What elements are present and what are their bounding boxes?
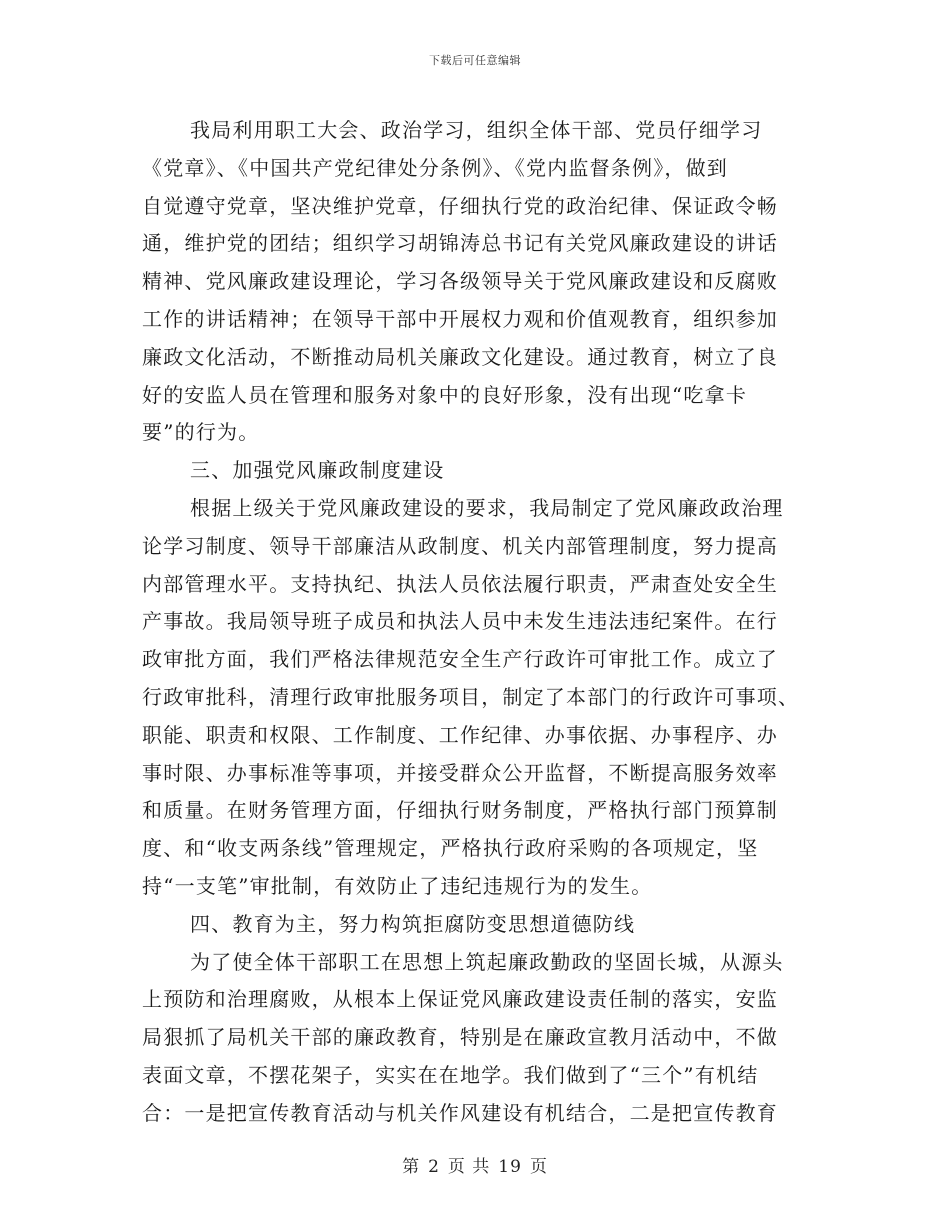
text-line: 事时限、办事标准等事项，并接受群众公开监督，不断提高服务效率 (142, 760, 778, 785)
text-line: 要”的行为。 (142, 420, 260, 445)
text-line: 合：一是把宣传教育活动与机关作风建设有机结合，二是把宣传教育 (142, 1100, 778, 1125)
footer-prefix: 第 (402, 1157, 421, 1177)
footer-page-number: 2 (428, 1157, 440, 1177)
text-line: 廉政文化活动，不断推动局机关廉政文化建设。通过教育，树立了良 (142, 344, 778, 369)
text-line: 产事故。我局领导班子成员和执法人员中未发生违法违纪案件。在行 (142, 609, 778, 634)
footer-total-pages: 19 (498, 1157, 522, 1177)
text-line: 我局利用职工大会、政治学习，组织全体干部、党员仔细学习 (190, 118, 763, 142)
text-line: 行政审批科，清理行政审批服务项目，制定了本部门的行政许可事项、 (142, 684, 800, 709)
text-line: 内部管理水平。支持执纪、执法人员依法履行职责，严肃查处安全生 (142, 571, 778, 596)
footer-middle: 页 共 (447, 1157, 491, 1177)
text-line: 通，维护党的团结；组织学习胡锦涛总书记有关党风廉政建设的讲话 (142, 231, 778, 256)
text-line: 自觉遵守党章，坚决维护党章，仔细执行党的政治纪律、保证政令畅 (142, 193, 778, 218)
text-line: 局狠抓了局机关干部的廉政教育，特别是在廉政宣教月活动中，不做 (142, 1025, 778, 1050)
text-line: 《党章》、《中国共产党纪律处分条例》、《党内监督条例》，做到 (142, 155, 728, 180)
text-line: 持“一支笔”审批制，有效防止了违纪违规行为的发生。 (142, 873, 653, 898)
document-body (142, 112, 810, 1133)
text-line: 四、教育为主，努力构筑拒腐防变思想道德防线 (190, 911, 636, 936)
text-line: 工作的讲话精神；在领导干部中开展权力观和价值观教育，组织参加 (142, 306, 778, 331)
footer-suffix: 页 (529, 1157, 548, 1177)
text-line: 政审批方面，我们严格法律规范安全生产行政许可审批工作。成立了 (142, 647, 778, 672)
page-header-note: 下载后可任意编辑 (429, 54, 521, 67)
page-footer (0, 1152, 950, 1177)
text-line: 三、加强党风廉政制度建设 (190, 458, 445, 483)
text-line: 度、和“收支两条线”管理规定，严格执行政府采购的各项规定，坚 (142, 836, 759, 861)
text-line: 论学习制度、领导干部廉洁从政制度、机关内部管理制度，努力提高 (142, 533, 778, 558)
text-line: 和质量。在财务管理方面，仔细执行财务制度，严格执行部门预算制 (142, 798, 778, 823)
text-line: 好的安监人员在管理和服务对象中的良好形象，没有出现“吃拿卡 (142, 382, 748, 407)
text-line: 职能、职责和权限、工作制度、工作纪律、办事依据、办事程序、办 (142, 722, 778, 747)
text-line: 为了使全体干部职工在思想上筑起廉政勤政的坚固长城，从源头 (190, 949, 784, 974)
text-line: 上预防和治理腐败，从根本上保证党风廉政建设责任制的落实，安监 (142, 987, 778, 1012)
text-line: 表面文章，不摆花架子，实实在在地学。我们做到了“三个”有机结 (142, 1062, 759, 1087)
text-line: 精神、党风廉政建设理论，学习各级领导关于党风廉政建设和反腐败 (142, 269, 778, 294)
text-line: 根据上级关于党风廉政建设的要求，我局制定了党风廉政政治理 (190, 495, 784, 520)
